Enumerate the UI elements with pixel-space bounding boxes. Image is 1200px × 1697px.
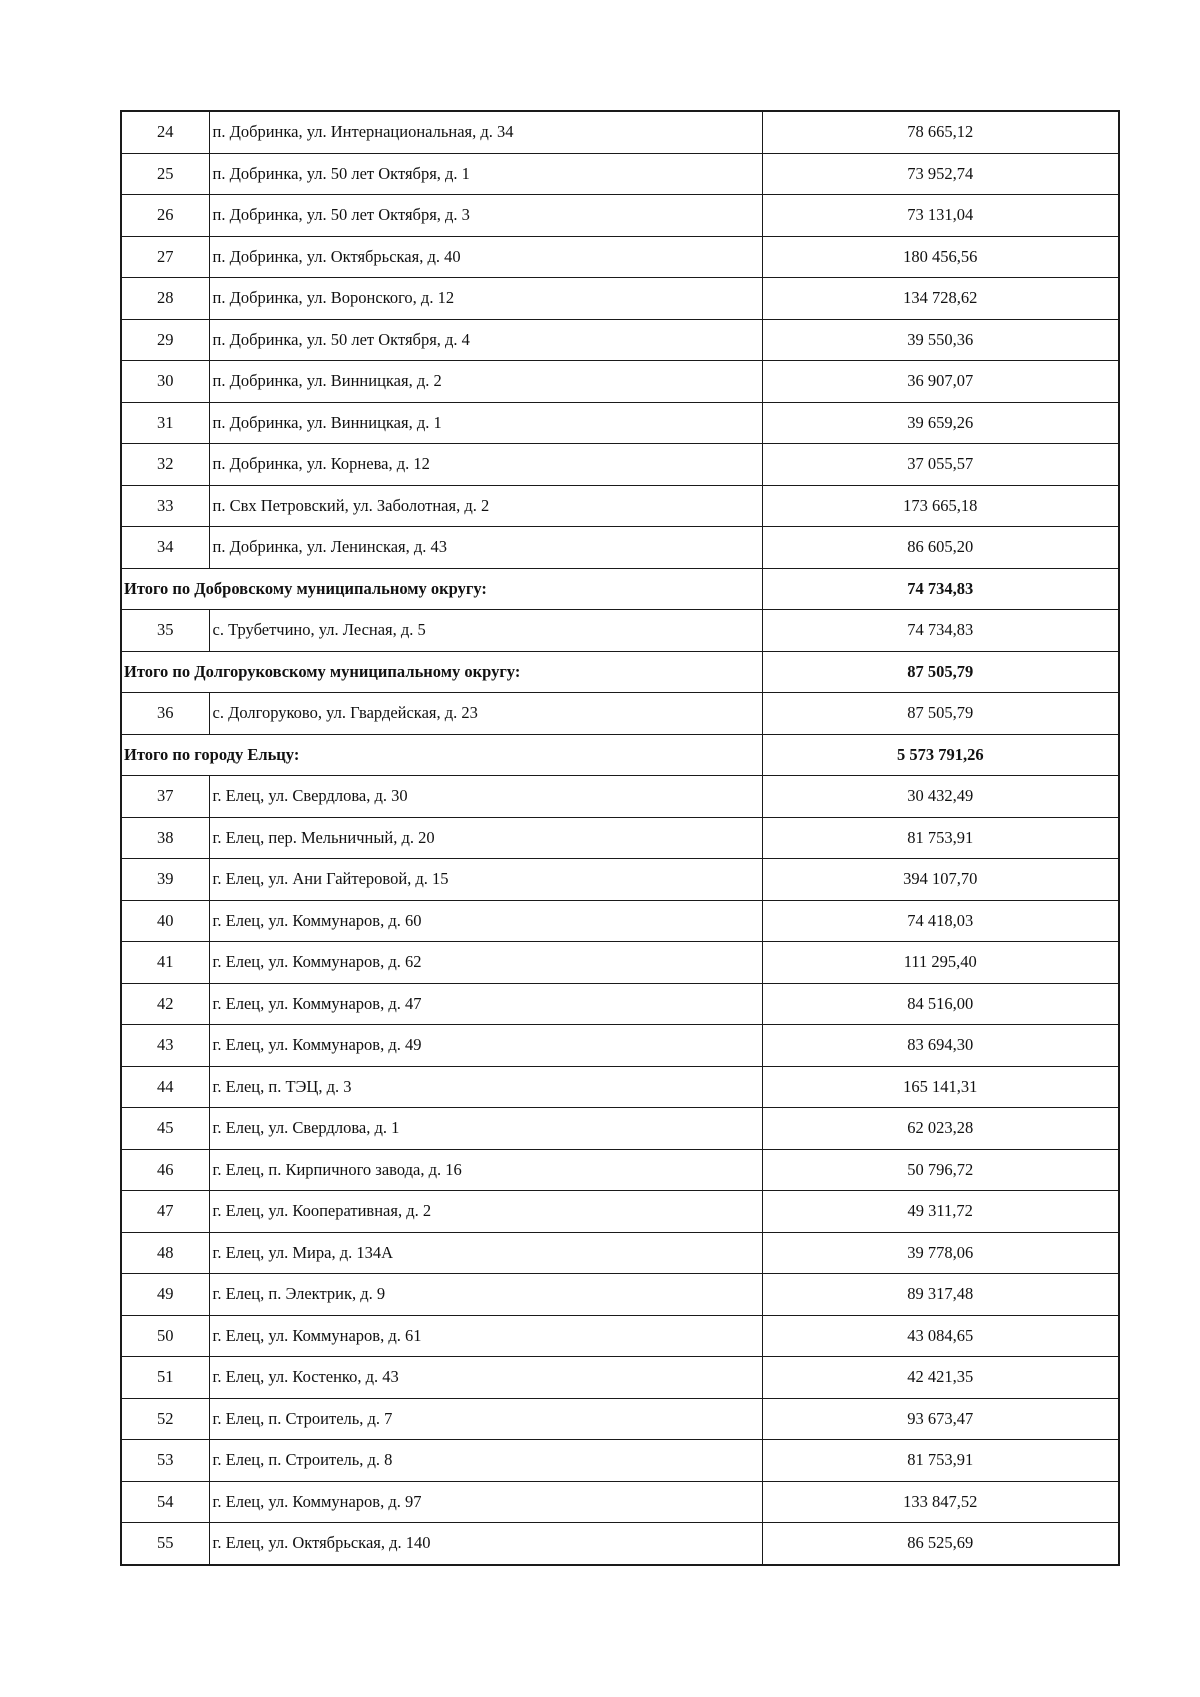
table-row	[121, 817, 1119, 859]
row-amount: 78 665,12	[762, 111, 1119, 153]
row-amount: 62 023,28	[762, 1108, 1119, 1150]
table-row	[121, 111, 1119, 153]
subtotal-label: Итого по Добровскому муниципальному округу:	[121, 568, 762, 610]
row-amount: 134 728,62	[762, 278, 1119, 320]
row-amount: 43 084,65	[762, 1315, 1119, 1357]
row-number: 38	[121, 817, 209, 859]
row-amount: 39 659,26	[762, 402, 1119, 444]
row-amount: 74 418,03	[762, 900, 1119, 942]
subtotal-row	[121, 734, 1119, 776]
row-address: г. Елец, п. Электрик, д. 9	[209, 1274, 762, 1316]
table-body	[121, 111, 1119, 1565]
table-row	[121, 319, 1119, 361]
row-address: п. Добринка, ул. Корнева, д. 12	[209, 444, 762, 486]
row-amount: 165 141,31	[762, 1066, 1119, 1108]
row-number: 27	[121, 236, 209, 278]
subtotal-row	[121, 568, 1119, 610]
row-amount: 83 694,30	[762, 1025, 1119, 1067]
row-number: 49	[121, 1274, 209, 1316]
row-number: 25	[121, 153, 209, 195]
table-row	[121, 195, 1119, 237]
row-address: г. Елец, ул. Октябрьская, д. 140	[209, 1523, 762, 1565]
table-row	[121, 1440, 1119, 1482]
row-number: 50	[121, 1315, 209, 1357]
row-address: г. Елец, п. Кирпичного завода, д. 16	[209, 1149, 762, 1191]
row-number: 45	[121, 1108, 209, 1150]
row-amount: 37 055,57	[762, 444, 1119, 486]
table-row	[121, 693, 1119, 735]
row-address: г. Елец, ул. Коммунаров, д. 62	[209, 942, 762, 984]
row-number: 28	[121, 278, 209, 320]
row-amount: 86 525,69	[762, 1523, 1119, 1565]
row-address: г. Елец, п. Строитель, д. 8	[209, 1440, 762, 1482]
row-number: 44	[121, 1066, 209, 1108]
row-number: 30	[121, 361, 209, 403]
row-address: г. Елец, ул. Коммунаров, д. 61	[209, 1315, 762, 1357]
row-number: 37	[121, 776, 209, 818]
row-number: 46	[121, 1149, 209, 1191]
row-number: 35	[121, 610, 209, 652]
table-row	[121, 1191, 1119, 1233]
table-row	[121, 278, 1119, 320]
row-number: 42	[121, 983, 209, 1025]
row-address: п. Добринка, ул. Винницкая, д. 2	[209, 361, 762, 403]
subtotal-amount: 5 573 791,26	[762, 734, 1119, 776]
row-address: г. Елец, ул. Коммунаров, д. 49	[209, 1025, 762, 1067]
row-address: п. Добринка, ул. 50 лет Октября, д. 3	[209, 195, 762, 237]
table-row	[121, 1274, 1119, 1316]
row-address: п. Добринка, ул. 50 лет Октября, д. 1	[209, 153, 762, 195]
row-amount: 133 847,52	[762, 1481, 1119, 1523]
table-row	[121, 361, 1119, 403]
table-row	[121, 402, 1119, 444]
table-row	[121, 444, 1119, 486]
row-number: 34	[121, 527, 209, 569]
row-amount: 50 796,72	[762, 1149, 1119, 1191]
row-address: г. Елец, ул. Кооперативная, д. 2	[209, 1191, 762, 1233]
table-row	[121, 900, 1119, 942]
row-amount: 89 317,48	[762, 1274, 1119, 1316]
table-row	[121, 1315, 1119, 1357]
row-amount: 180 456,56	[762, 236, 1119, 278]
row-address: г. Елец, ул. Коммунаров, д. 97	[209, 1481, 762, 1523]
row-address: п. Добринка, ул. Ленинская, д. 43	[209, 527, 762, 569]
row-amount: 81 753,91	[762, 1440, 1119, 1482]
table-row	[121, 859, 1119, 901]
row-address: с. Долгоруково, ул. Гвардейская, д. 23	[209, 693, 762, 735]
table-row	[121, 153, 1119, 195]
row-amount: 394 107,70	[762, 859, 1119, 901]
row-number: 52	[121, 1398, 209, 1440]
row-amount: 84 516,00	[762, 983, 1119, 1025]
row-number: 55	[121, 1523, 209, 1565]
row-amount: 74 734,83	[762, 610, 1119, 652]
row-address: г. Елец, п. Строитель, д. 7	[209, 1398, 762, 1440]
row-address: г. Елец, ул. Свердлова, д. 30	[209, 776, 762, 818]
row-address: г. Елец, пер. Мельничный, д. 20	[209, 817, 762, 859]
row-address: г. Елец, ул. Костенко, д. 43	[209, 1357, 762, 1399]
row-address: г. Елец, ул. Коммунаров, д. 60	[209, 900, 762, 942]
row-address: с. Трубетчино, ул. Лесная, д. 5	[209, 610, 762, 652]
table-row	[121, 1025, 1119, 1067]
table-row	[121, 942, 1119, 984]
row-number: 48	[121, 1232, 209, 1274]
table-row	[121, 236, 1119, 278]
row-amount: 81 753,91	[762, 817, 1119, 859]
row-amount: 111 295,40	[762, 942, 1119, 984]
table-row	[121, 1108, 1119, 1150]
row-address: п. Добринка, ул. Воронского, д. 12	[209, 278, 762, 320]
table-row	[121, 527, 1119, 569]
row-address: п. Добринка, ул. Интернациональная, д. 34	[209, 111, 762, 153]
subtotal-label: Итого по Долгоруковскому муниципальному округу:	[121, 651, 762, 693]
row-address: г. Елец, п. ТЭЦ, д. 3	[209, 1066, 762, 1108]
table-row	[121, 1357, 1119, 1399]
table-row	[121, 485, 1119, 527]
row-number: 51	[121, 1357, 209, 1399]
table-row	[121, 1066, 1119, 1108]
table-row	[121, 610, 1119, 652]
subtotal-row	[121, 651, 1119, 693]
subtotal-amount: 74 734,83	[762, 568, 1119, 610]
row-amount: 36 907,07	[762, 361, 1119, 403]
row-amount: 39 550,36	[762, 319, 1119, 361]
row-number: 36	[121, 693, 209, 735]
row-address: г. Елец, ул. Мира, д. 134А	[209, 1232, 762, 1274]
row-address: п. Свх Петровский, ул. Заболотная, д. 2	[209, 485, 762, 527]
row-number: 43	[121, 1025, 209, 1067]
row-number: 29	[121, 319, 209, 361]
row-address: п. Добринка, ул. Винницкая, д. 1	[209, 402, 762, 444]
row-number: 54	[121, 1481, 209, 1523]
row-number: 33	[121, 485, 209, 527]
row-number: 32	[121, 444, 209, 486]
row-number: 40	[121, 900, 209, 942]
table-row	[121, 1149, 1119, 1191]
table-row	[121, 1232, 1119, 1274]
row-amount: 30 432,49	[762, 776, 1119, 818]
row-number: 53	[121, 1440, 209, 1482]
table-row	[121, 1398, 1119, 1440]
subtotal-label: Итого по городу Ельцу:	[121, 734, 762, 776]
row-amount: 86 605,20	[762, 527, 1119, 569]
row-amount: 87 505,79	[762, 693, 1119, 735]
row-address: г. Елец, ул. Ани Гайтеровой, д. 15	[209, 859, 762, 901]
row-number: 39	[121, 859, 209, 901]
row-number: 31	[121, 402, 209, 444]
table-row	[121, 1523, 1119, 1565]
row-amount: 173 665,18	[762, 485, 1119, 527]
table-row	[121, 776, 1119, 818]
row-address: п. Добринка, ул. 50 лет Октября, д. 4	[209, 319, 762, 361]
row-number: 47	[121, 1191, 209, 1233]
data-table	[120, 110, 1120, 1566]
row-number: 26	[121, 195, 209, 237]
row-amount: 93 673,47	[762, 1398, 1119, 1440]
table-row	[121, 983, 1119, 1025]
subtotal-amount: 87 505,79	[762, 651, 1119, 693]
row-amount: 42 421,35	[762, 1357, 1119, 1399]
table-row	[121, 1481, 1119, 1523]
row-number: 24	[121, 111, 209, 153]
row-address: п. Добринка, ул. Октябрьская, д. 40	[209, 236, 762, 278]
row-amount: 73 131,04	[762, 195, 1119, 237]
row-address: г. Елец, ул. Коммунаров, д. 47	[209, 983, 762, 1025]
row-address: г. Елец, ул. Свердлова, д. 1	[209, 1108, 762, 1150]
row-amount: 49 311,72	[762, 1191, 1119, 1233]
row-number: 41	[121, 942, 209, 984]
row-amount: 73 952,74	[762, 153, 1119, 195]
row-amount: 39 778,06	[762, 1232, 1119, 1274]
